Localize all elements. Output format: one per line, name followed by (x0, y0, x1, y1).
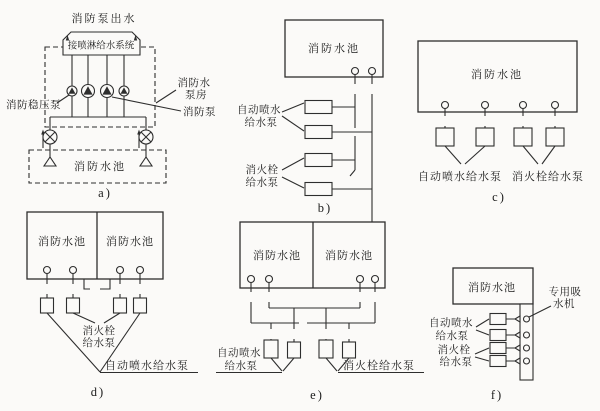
panel-e (216, 222, 424, 402)
hydrant-pump-label-line1: 消火栓 (245, 164, 279, 176)
panel-d (27, 212, 198, 399)
valve-icon (43, 284, 50, 294)
sprinkler-pump-symbol (436, 128, 454, 146)
panel-c (418, 41, 584, 204)
sprinkler-pump-label: 自动喷水给水泵 (418, 171, 502, 183)
tank-right-label: 消防水池 (325, 250, 373, 262)
hydrant-pump-symbol (490, 356, 506, 367)
valve-icon (136, 284, 143, 294)
suction-outlet-icon (117, 267, 124, 274)
valve-icon (351, 84, 358, 94)
valve-icon (551, 116, 558, 126)
suction-outlet-icon (372, 276, 379, 283)
valve-icon (345, 329, 352, 339)
pointer-lines (475, 306, 551, 361)
valve-icon (356, 292, 363, 302)
suction-outlet-icon (524, 316, 530, 322)
hydrant-pump-symbol (319, 340, 333, 358)
suction-outlet-icon (357, 276, 364, 283)
suction-pump-icon (43, 130, 57, 144)
check-valve-icon (515, 358, 520, 364)
tank-interconnect-pipe (84, 279, 110, 289)
valve-icon (519, 116, 526, 126)
suction-outlet-icon (552, 102, 559, 109)
sprinkler-system-label: 接喷淋给水系统 (67, 40, 135, 52)
pipe-network (445, 109, 555, 165)
valve-icon (116, 284, 123, 294)
panel-a (6, 11, 216, 200)
valve-icon (371, 292, 378, 302)
stabilizer-pump-icon (67, 86, 77, 96)
check-valve-icon (515, 332, 520, 338)
sprinkler-pump-label-line2: 给水泵 (244, 116, 278, 129)
check-valve-icon (515, 345, 520, 351)
caption-f: f) (490, 388, 504, 402)
tank-left-label: 消防水池 (38, 236, 86, 248)
valve-icon (322, 329, 329, 339)
suction-outlet-icon (524, 332, 530, 338)
caption-d: d) (90, 385, 106, 399)
suction-inlet-icon (44, 157, 56, 166)
hydrant-pump-label-line2: 给水泵 (245, 176, 279, 189)
sprinkler-pump-symbol (288, 342, 301, 358)
pipe-network (43, 39, 181, 158)
hydrant-pump-symbol (114, 298, 127, 313)
suction-outlet-icon (369, 68, 376, 75)
hydrant-pump-symbol (305, 183, 332, 196)
fire-pump-label: 消防泵 (183, 106, 216, 118)
outlet-title: 消防泵出水 (71, 13, 137, 25)
hydrant-pump-symbol (343, 342, 356, 358)
hydrant-pump-symbol (305, 154, 332, 167)
sprinkler-pump-label-line1: 自动喷水 (429, 317, 473, 329)
check-valve-icon (515, 316, 520, 322)
caption-b: b) (317, 201, 333, 215)
tank-left-label: 消防水池 (253, 250, 301, 262)
valve-icon (267, 329, 274, 339)
pipe-network (216, 283, 424, 373)
valve-icon (368, 84, 375, 94)
hydrant-pump-label-line1: 消火栓 (437, 344, 471, 356)
hydrant-pump-symbol (67, 298, 80, 313)
suction-outlet-icon (524, 358, 530, 364)
suction-outlet-icon (520, 102, 527, 109)
suction-device-label-line2: 水机 (553, 298, 575, 310)
tank-label: 消防水池 (468, 282, 516, 294)
suction-pump-icon (139, 130, 153, 144)
hydrant-pump-label-line2: 给水泵 (82, 337, 116, 349)
suction-inlet-icon (140, 157, 152, 166)
valve-icon (265, 292, 272, 302)
tank-right-label: 消防水池 (106, 236, 154, 248)
hydrant-pump-label: 消火栓给水泵 (512, 171, 584, 183)
suction-outlet-icon (482, 102, 489, 109)
valve-icon (69, 284, 76, 294)
suction-outlet-icon (352, 68, 359, 75)
suction-outlet-icon (44, 267, 51, 274)
sprinkler-pump-label-line1: 自动喷水 (217, 347, 261, 359)
hydrant-pump-label-line2: 给水泵 (439, 356, 473, 368)
stabilizer-pump-label: 消防稳压泵 (6, 99, 61, 111)
hydrant-pump-symbol (514, 128, 532, 146)
caption-c: c) (492, 190, 506, 204)
sprinkler-pump-symbol (490, 314, 506, 325)
valve-icon (441, 116, 448, 126)
pipe-network (47, 274, 198, 373)
suction-outlet-icon (70, 267, 77, 274)
panel-b (237, 20, 383, 238)
suction-outlet-icon (248, 276, 255, 283)
sprinkler-pump-label-line2: 给水泵 (224, 360, 258, 372)
panel-f (429, 268, 582, 402)
sprinkler-pump-symbol (134, 298, 147, 313)
hydrant-pump-symbol (490, 343, 506, 354)
sprinkler-pump-label: 自动喷水给水泵 (105, 360, 189, 372)
pump-room-label-line1: 消防水 (177, 77, 211, 89)
pump-room-dashed-box (45, 47, 155, 127)
suction-outlet-icon (266, 276, 273, 283)
pump-room-label-line2: 泵房 (185, 89, 207, 101)
suction-outlet-icon (137, 267, 144, 274)
hydrant-pump-label: 消火栓给水泵 (343, 360, 415, 372)
sprinkler-pump-symbol (264, 340, 278, 358)
hydrant-pump-symbol (546, 128, 564, 146)
tank-label: 消防水池 (74, 161, 126, 173)
pointer-lines (282, 103, 304, 188)
sprinkler-pump-symbol (41, 298, 54, 313)
caption-a: a) (98, 186, 112, 200)
fire-pump-icon (101, 85, 114, 98)
valve-icon (290, 329, 297, 339)
sprinkler-pump-label-line2: 给水泵 (435, 330, 469, 342)
suction-outlet-icon (524, 345, 530, 351)
suction-device-label-line1: 专用吸 (548, 286, 582, 298)
stabilizer-pump-icon (119, 86, 129, 96)
valve-icon (247, 292, 254, 302)
valve-icon (90, 285, 100, 292)
suction-outlet-icon (442, 102, 449, 109)
sprinkler-pump-symbol (476, 128, 494, 146)
pipe-network (475, 306, 551, 361)
hydrant-pump-label-line1: 消火栓 (82, 325, 116, 337)
tank-label: 消防水池 (471, 69, 523, 81)
pointer-lines (445, 146, 555, 164)
sprinkler-pump-symbol (490, 330, 506, 341)
valve-icon (481, 116, 488, 126)
caption-e: e) (310, 388, 324, 402)
sprinkler-pump-symbol (305, 126, 332, 139)
sprinkler-pump-label-line1: 自动喷水 (237, 104, 281, 116)
tank-label: 消防水池 (308, 43, 360, 55)
fire-pump-icon (82, 85, 95, 98)
sprinkler-pump-symbol (305, 101, 332, 114)
